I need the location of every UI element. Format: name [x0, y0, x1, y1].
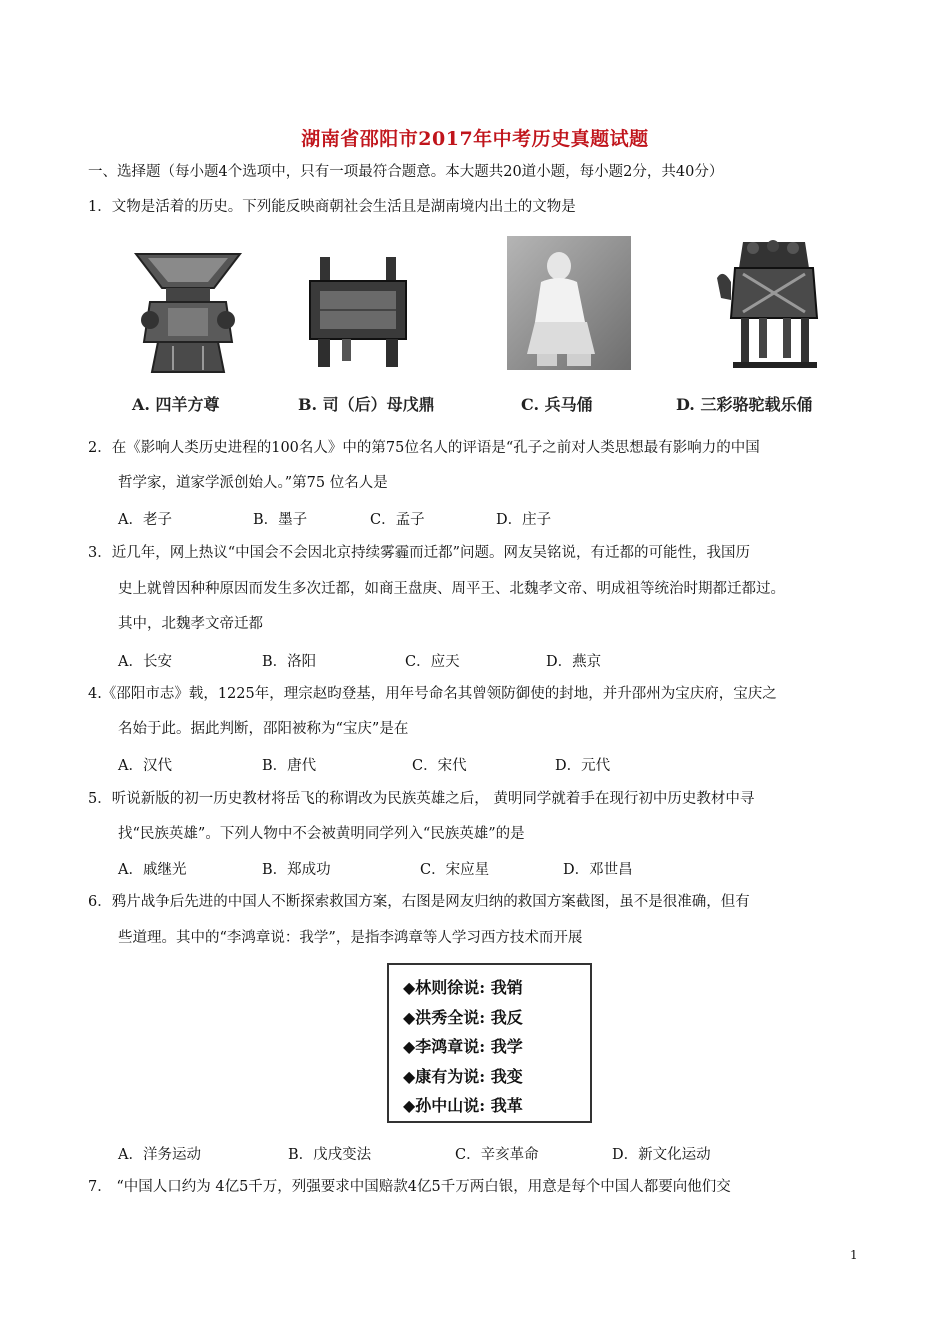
question-3-line-3: 其中，北魏孝文帝迁都 [118, 616, 263, 632]
q2-option-d: D．庄子 [496, 512, 552, 528]
plan-line-4: ◆康有为说: 我变 [403, 1066, 523, 1086]
question-3-line-1: 3．近几年，网上热议“中国会不会因北京持续雾霾而迁都”问题。网友吴铭说，有迁都的可能性，我国历 [88, 545, 751, 561]
section-heading: 一、选择题（每小题4个选项中，只有一项最符合题意。本大题共20道小题，每小题2分，共40分） [88, 164, 724, 180]
q5-option-d: D．邓世昌 [563, 862, 633, 878]
q5-option-b: B．郑成功 [262, 862, 331, 878]
q6-option-c: C．辛亥革命 [455, 1147, 539, 1163]
four-goat-square-zun-image [128, 250, 248, 375]
page-title: 湖南省邵阳市2017年中考历史真题试题 [301, 128, 649, 150]
question-5-line-2: 找“民族英雄”。下列人物中不会被黄明同学列入“民族英雄”的是 [118, 826, 525, 842]
q6-option-b: B．戊戌变法 [288, 1147, 372, 1163]
question-2-line-1: 2．在《影响人类历史进程的100名人》中的第75位名人的评语是“孔子之前对人类思想最有影响力的中国 [88, 440, 760, 456]
question-1-stem: 1．文物是活着的历史。下列能反映商朝社会生活且是湖南境内出土的文物是 [88, 199, 576, 215]
plan-line-5: ◆孙中山说: 我革 [403, 1096, 523, 1115]
artifact-caption-b: B. 司（后）母戊鼎 [298, 395, 435, 414]
question-5-line-1: 5．听说新版的初一历史教材将岳飞的称谓改为民族英雄之后， 黄明同学就着手在现行初中历史教材中寻 [88, 791, 755, 807]
q3-option-c: C．应天 [405, 654, 460, 670]
plan-line-2: ◆洪秀全说: 我反 [403, 1007, 523, 1027]
q5-option-c: C．宋应星 [420, 862, 490, 878]
q3-option-d: D．燕京 [546, 654, 602, 670]
artifact-caption-c: C. 兵马俑 [521, 395, 593, 414]
q4-option-a: A．汉代 [118, 758, 172, 774]
question-4-line-2: 名始于此。据此判断，邵阳被称为“宝庆”是在 [118, 721, 409, 737]
question-3-line-2: 史上就曾因种种原因而发生多次迁都，如商王盘庚、周平王、北魏孝文帝、明成祖等统治时期都迁都过。 [118, 581, 785, 597]
q4-option-b: B．唐代 [262, 758, 317, 774]
q4-option-d: D．元代 [555, 758, 611, 774]
rescue-plans-box [387, 963, 592, 1123]
question-6-line-2: 些道理。其中的“李鸿章说：我学”，是指李鸿章等人学习西方技术而开展 [118, 930, 583, 946]
q4-option-c: C．宋代 [412, 758, 467, 774]
q2-option-a: A．老子 [118, 512, 172, 528]
q2-option-c: C．孟子 [370, 512, 425, 528]
q3-option-a: A．长安 [118, 654, 172, 670]
page-number: 1 [850, 1248, 858, 1262]
q6-option-d: D．新文化运动 [612, 1147, 711, 1163]
q6-option-a: A．洋务运动 [118, 1147, 201, 1163]
simuwu-ding-image [302, 255, 414, 370]
plan-line-1: ◆林则徐说: 我销 [403, 978, 523, 997]
tri-color-camel-image [713, 238, 831, 370]
artifact-caption-a: A. 四羊方尊 [132, 395, 220, 414]
question-4-line-1: 4.《邵阳市志》载，1225年，理宗赵昀登基，用年号命名其曾领防御使的封地，并升邵州为宝庆府，宝庆之 [88, 686, 777, 702]
question-6-line-1: 6．鸦片战争后先进的中国人不断探索救国方案，右图是网友归纳的救国方案截图，虽不是很准确，但有 [88, 894, 750, 910]
q2-option-b: B．墨子 [253, 512, 308, 528]
plan-line-3: ◆李鸿章说: 我学 [403, 1037, 523, 1056]
question-7-line-1: 7． “中国人口约为 4亿5千万，列强要求中国赔款4亿5千万两白银，用意是每个中国人都要向他们交 [88, 1179, 731, 1195]
question-2-line-2: 哲学家，道家学派创始人。”第75 位名人是 [118, 475, 388, 491]
terracotta-warrior-image [507, 236, 631, 370]
q3-option-b: B．洛阳 [262, 654, 317, 670]
artifact-caption-d: D. 三彩骆驼载乐俑 [676, 395, 813, 414]
q5-option-a: A．戚继光 [118, 862, 187, 878]
